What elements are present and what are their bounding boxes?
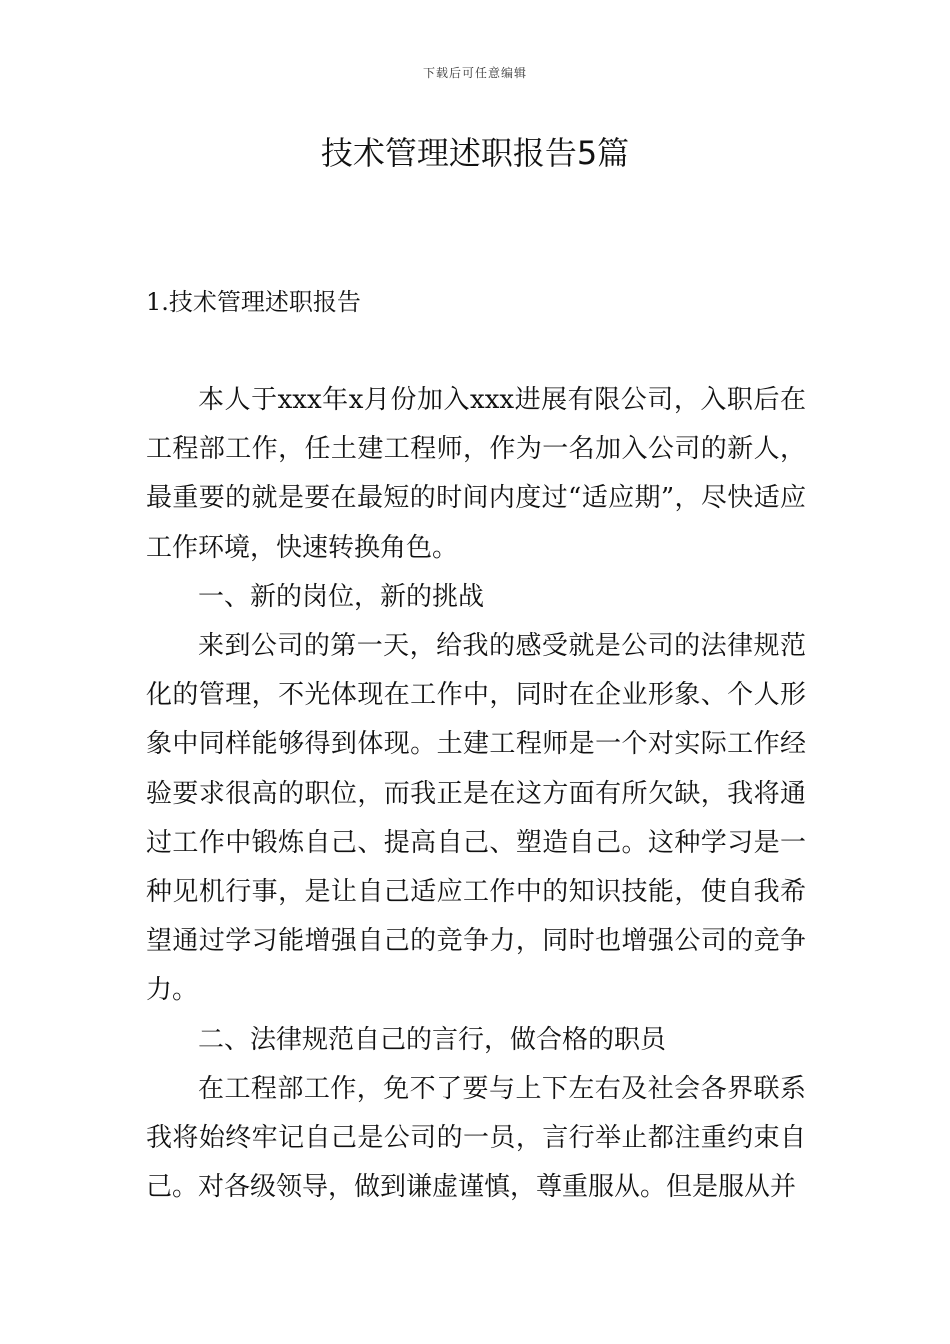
subheading-new-position: 一、新的岗位，新的挑战 (198, 581, 485, 612)
document-title: 技术管理述职报告5篇 (320, 134, 630, 172)
paragraph-first-day: 来到公司的第一天，给我的感受就是公司的法律规范化的管理，不光体现在工作中，同时在企业形象、个人形象中同样能够得到体现。土建工程师是一个对实际工作经验要求很高的职位，而我正是在这方面有所欠缺，我将通过工作中锻炼自己、提高自己、塑造自己。这种学习是一种见机行事，是让自己适应工作中的知识技能，使自我希望通过学习能增强自己的竞争力，同时也增强公司的竞争力。 (146, 631, 806, 1006)
subheading-conduct: 二、法律规范自己的言行，做合格的职员 (198, 1024, 667, 1055)
header-note: 下载后可任意编辑 (422, 66, 527, 80)
paragraph-intro: 本人于xxx年x月份加入xxx进展有限公司，入职后在工程部工作，任土建工程师，作为一名加入公司的新人，最重要的就是要在最短的时间内度过“适应期”，尽快适应工作环境，快速转换角色。 (146, 385, 806, 563)
section-heading: 1.技术管理述职报告 (146, 288, 361, 316)
paragraph-engineering-dept: 在工程部工作，免不了要与上下左右及社会各界联系我将始终牢记自己是公司的一员，言行举止都注重约束自己。对各级领导，做到谦虚谨慎，尊重服从。但是服从并 (146, 1073, 806, 1203)
document-body (146, 376, 806, 1212)
